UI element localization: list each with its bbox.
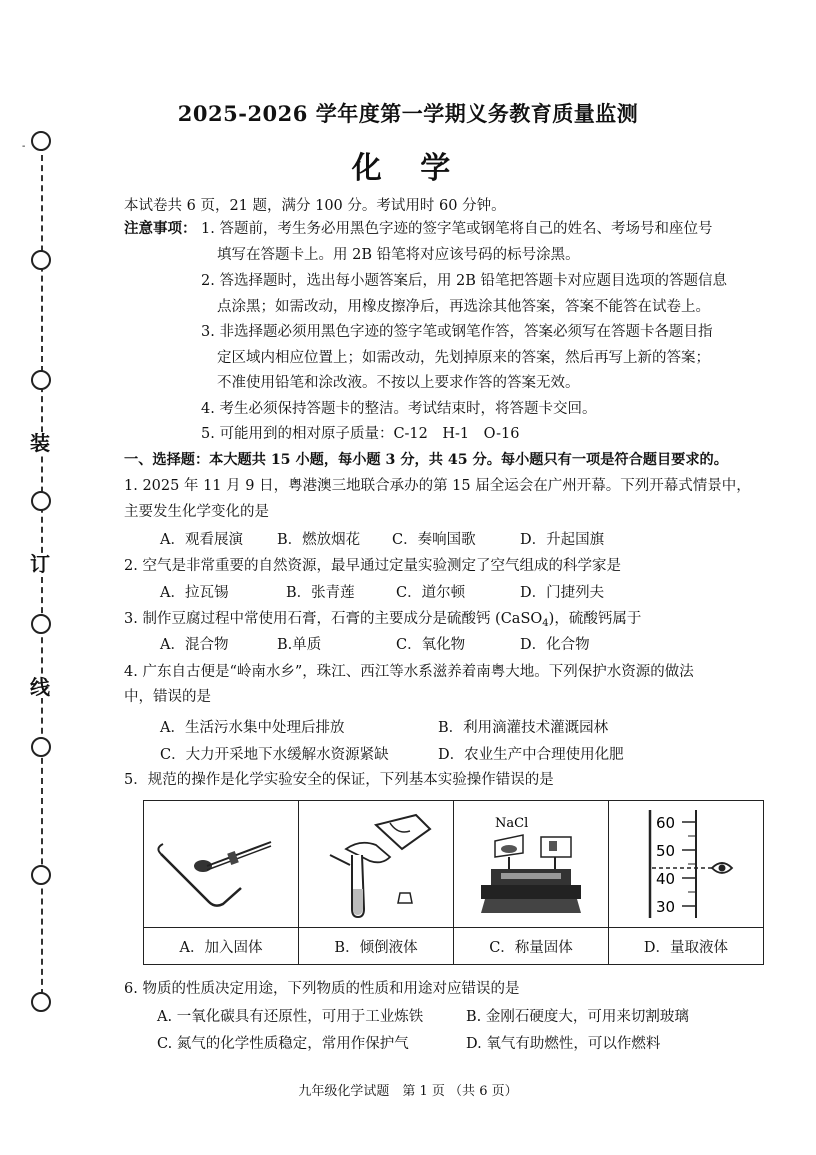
option-a: A. 一氧化碳具有还原性，可用于工业炼铁 <box>157 1009 424 1025</box>
subject-title: 化 学 <box>351 151 465 186</box>
question-2-options <box>160 583 760 603</box>
option-a: A．观看展演 <box>160 532 243 548</box>
figure-a-cell <box>144 801 299 928</box>
note-line: 点涂黑；如需改动，用橡皮擦净后，再选涂其他答案，答案不能答在试卷上。 <box>217 299 710 315</box>
question-1-options <box>160 530 760 550</box>
question-1-stem-cont: 主要发生化学变化的是 <box>124 504 269 520</box>
option-c: C. 氮气的化学性质稳定，常用作保护气 <box>157 1036 409 1052</box>
option-a: A．混合物 <box>160 637 229 653</box>
binding-hole-icon <box>31 737 51 757</box>
caption-b: B．倾倒液体 <box>299 928 454 965</box>
option-d: D．农业生产中合理使用化肥 <box>438 747 624 763</box>
option-b: B．利用滴灌技术灌溉园林 <box>438 720 609 736</box>
option-c: C．大力开采地下水缓解水资源紧缺 <box>160 747 389 763</box>
option-b: B．张青莲 <box>286 585 355 601</box>
cylinder-tick-40: 40 <box>656 870 676 888</box>
option-d: D. 氧气有助燃性，可以作燃料 <box>466 1036 661 1052</box>
binding-hole-icon <box>31 992 51 1012</box>
balance-scale-icon <box>461 809 601 919</box>
graduated-cylinder-icon <box>616 806 756 922</box>
note-line: 2. 答选择题时，选出每小题答案后，用 2B 铅笔把答题卡对应题目选项的答题信息 <box>201 273 728 289</box>
question-3-stem <box>124 609 641 634</box>
question-3-options <box>160 635 760 655</box>
caption-a: A．加入固体 <box>144 928 299 965</box>
caption-c: C．称量固体 <box>454 928 609 965</box>
note-line: 填写在答题卡上。用 2B 铅笔将对应该号码的标号涂黑。 <box>217 247 580 263</box>
option-b: B. 金刚石硬度大，可用来切割玻璃 <box>466 1009 689 1025</box>
note-line: 1. 答题前，考生务必用黑色字迹的签字笔或钢笔将自己的姓名、考场号和座位号 <box>201 221 713 237</box>
section-heading: 一、选择题：本大题共 15 小题，每小题 3 分，共 45 分。每小题只有一项是符合题目要求的。 <box>124 452 728 468</box>
cylinder-tick-50: 50 <box>656 842 676 860</box>
question-6-stem: 6. 物质的性质决定用途，下列物质的性质和用途对应错误的是 <box>124 981 520 997</box>
binding-tick: - <box>22 141 26 152</box>
pour-liquid-icon <box>306 809 446 919</box>
binding-hole-icon <box>31 250 51 270</box>
cylinder-tick-60: 60 <box>656 814 676 832</box>
figure-b-cell <box>299 801 454 928</box>
question-4-stem-cont: 中，错误的是 <box>124 689 211 705</box>
note-line: 3. 非选择题必须用黑色字迹的签字笔或钢笔作答，答案必须写在答题卡各题目指 <box>201 324 713 340</box>
nacl-label: NaCl <box>495 816 529 831</box>
option-a: A．生活污水集中处理后排放 <box>160 720 345 736</box>
experiment-table <box>143 800 764 965</box>
question-4-options-row1 <box>160 718 760 738</box>
question-4-stem: 4. 广东自古便是“岭南水乡”，珠江、西江等水系滋养着南粤大地。下列保护水资源的做法 <box>124 664 694 680</box>
question-1-stem: 1. 2025 年 11 月 9 日，粤港澳三地联合承办的第 15 届全运会在广州开幕。下列开幕式情景中， <box>124 478 751 494</box>
page-footer: 九年级化学试题 第 1 页 （共 6 页） <box>298 1084 518 1099</box>
note-line: 不准使用铅笔和涂改液。不按以上要求作答的答案无效。 <box>217 375 580 391</box>
question-6-options-row2 <box>157 1034 757 1054</box>
option-c: C．奏响国歌 <box>392 532 476 548</box>
formula-subscript: 4 <box>542 618 549 629</box>
caption-d: D．量取液体 <box>609 928 764 965</box>
option-d: D．化合物 <box>520 637 590 653</box>
question-3-stem-part: )，硫酸钙属于 <box>548 611 642 627</box>
note-line: 定区域内相应位置上；如需改动，先划掉原来的答案，然后再写上新的答案； <box>217 350 710 366</box>
note-line: 4. 考生必须保持答题卡的整洁。考试结束时，将答题卡交回。 <box>201 401 597 417</box>
question-2-stem: 2. 空气是非常重要的自然资源，最早通过定量实验测定了空气组成的科学家是 <box>124 558 621 574</box>
question-4-options-row2 <box>160 745 760 765</box>
figure-c-cell <box>454 801 609 928</box>
option-a: A．拉瓦锡 <box>160 585 229 601</box>
binding-char-xian: 线 <box>30 675 50 699</box>
binding-hole-icon <box>31 614 51 634</box>
exam-title: 2025-2026 学年度第一学期义务教育质量监测 <box>177 101 639 126</box>
cylinder-tick-30: 30 <box>656 898 676 916</box>
question-3-stem-part: 3. 制作豆腐过程中常使用石膏，石膏的主要成分是硫酸钙 (CaSO <box>124 611 543 627</box>
question-6-options-row1 <box>157 1007 757 1027</box>
note-line: 5. 可能用到的相对原子质量：C-12 H-1 O-16 <box>201 426 520 442</box>
binding-char-zhuang: 装 <box>30 431 50 455</box>
binding-char-ding: 订 <box>30 552 50 576</box>
question-5-stem: 5．规范的操作是化学实验安全的保证，下列基本实验操作错误的是 <box>124 772 554 788</box>
add-solid-icon <box>151 814 291 914</box>
option-c: C．氧化物 <box>396 637 466 653</box>
figure-d-cell <box>609 801 764 928</box>
option-b: B．燃放烟花 <box>277 532 361 548</box>
option-d: D．升起国旗 <box>520 532 605 548</box>
option-c: C．道尔顿 <box>396 585 466 601</box>
notes-label: 注意事项： <box>124 220 197 237</box>
option-b: B.单质 <box>277 637 322 653</box>
binding-hole-icon <box>31 491 51 511</box>
intro-text: 本试卷共 6 页，21 题，满分 100 分。考试用时 60 分钟。 <box>124 198 506 214</box>
binding-hole-icon <box>31 865 51 885</box>
option-d: D．门捷列夫 <box>520 585 605 601</box>
binding-hole-icon <box>31 370 51 390</box>
